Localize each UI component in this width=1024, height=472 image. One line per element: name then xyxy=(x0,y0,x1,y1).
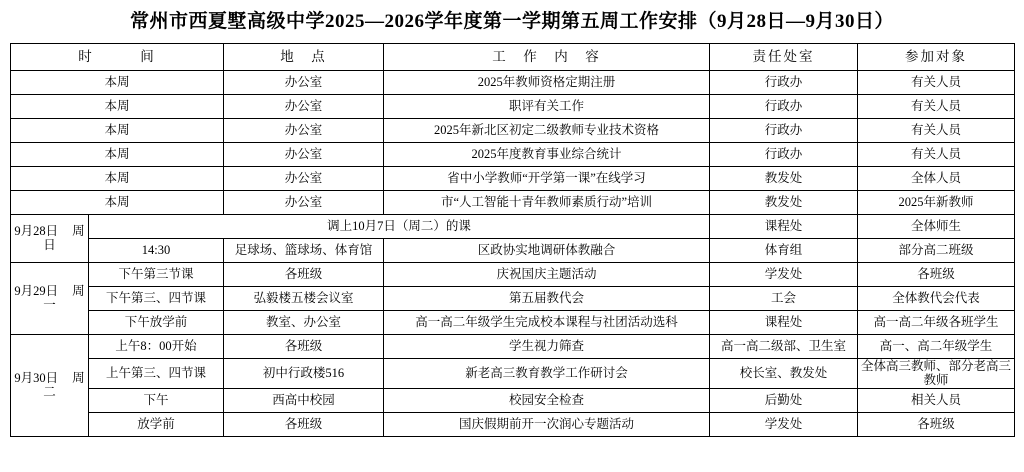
row-timeslot: 下午第三、四节课 xyxy=(89,286,224,310)
document-page xyxy=(0,10,1024,472)
row-dept: 行政办 xyxy=(710,142,858,166)
row-time-weekly: 本周 xyxy=(11,94,224,118)
row-date-0929 xyxy=(11,262,89,334)
row-target: 有关人员 xyxy=(858,94,1015,118)
row-dept: 后勤处 xyxy=(710,388,858,412)
row-dept: 学发处 xyxy=(710,412,858,436)
row-content: 职评有关工作 xyxy=(384,94,710,118)
date-text: 9月30日 xyxy=(14,370,59,385)
table-row xyxy=(11,262,1015,286)
row-date-0930 xyxy=(11,334,89,436)
row-time-weekly: 本周 xyxy=(11,70,224,94)
table-body xyxy=(11,70,1015,436)
weekday-text: 周日 xyxy=(43,223,85,253)
row-time-weekly: 本周 xyxy=(11,118,224,142)
column-header-target: 参加对象 xyxy=(858,43,1015,70)
row-content: 市“人工智能十青年教师素质行动”培训 xyxy=(384,190,710,214)
row-place: 西高中校园 xyxy=(224,388,384,412)
table-row xyxy=(11,190,1015,214)
table-row xyxy=(11,94,1015,118)
row-content: 2025年教师资格定期注册 xyxy=(384,70,710,94)
row-dept: 学发处 xyxy=(710,262,858,286)
row-dept: 体育组 xyxy=(710,238,858,262)
row-content: 2025年度教育事业综合统计 xyxy=(384,142,710,166)
date-text: 9月28日 xyxy=(14,223,59,238)
row-target: 有关人员 xyxy=(858,142,1015,166)
row-target: 各班级 xyxy=(858,262,1015,286)
table-row xyxy=(11,70,1015,94)
table-row xyxy=(11,388,1015,412)
row-content: 庆祝国庆主题活动 xyxy=(384,262,710,286)
table-header-row xyxy=(11,43,1015,70)
row-timeslot: 下午放学前 xyxy=(89,310,224,334)
row-place: 各班级 xyxy=(224,412,384,436)
row-time-weekly: 本周 xyxy=(11,190,224,214)
row-content: 区政协实地调研体教融合 xyxy=(384,238,710,262)
row-target: 各班级 xyxy=(858,412,1015,436)
row-content: 学生视力筛查 xyxy=(384,334,710,358)
weekday-text: 周一 xyxy=(43,283,85,313)
row-dept: 教发处 xyxy=(710,166,858,190)
row-place: 办公室 xyxy=(224,118,384,142)
table-row xyxy=(11,334,1015,358)
row-content: 2025年新北区初定二级教师专业技术资格 xyxy=(384,118,710,142)
row-place: 教室、办公室 xyxy=(224,310,384,334)
row-place: 各班级 xyxy=(224,262,384,286)
row-dept: 高一高二级部、卫生室 xyxy=(710,334,858,358)
date-text: 9月29日 xyxy=(14,283,59,298)
row-timeslot: 下午 xyxy=(89,388,224,412)
table-row xyxy=(11,310,1015,334)
row-target: 全体人员 xyxy=(858,166,1015,190)
row-place: 弘毅楼五楼会议室 xyxy=(224,286,384,310)
row-timeslot: 放学前 xyxy=(89,412,224,436)
column-header-place: 地 点 xyxy=(224,43,384,70)
table-row xyxy=(11,214,1015,238)
row-content: 高一高二年级学生完成校本课程与社团活动选科 xyxy=(384,310,710,334)
row-date-0928 xyxy=(11,214,89,262)
row-content: 校园安全检查 xyxy=(384,388,710,412)
row-target: 相关人员 xyxy=(858,388,1015,412)
row-content: 省中小学教师“开学第一课”在线学习 xyxy=(384,166,710,190)
row-target: 2025年新教师 xyxy=(858,190,1015,214)
row-target: 部分高二班级 xyxy=(858,238,1015,262)
schedule-table xyxy=(10,43,1015,437)
row-target: 全体高三教师、部分老高三教师 xyxy=(858,358,1015,388)
row-target: 高一高二年级各班学生 xyxy=(858,310,1015,334)
weekday-text: 周二 xyxy=(43,370,85,400)
row-place: 初中行政楼516 xyxy=(224,358,384,388)
table-row xyxy=(11,118,1015,142)
row-dept: 教发处 xyxy=(710,190,858,214)
row-place: 足球场、篮球场、体育馆 xyxy=(224,238,384,262)
row-place: 办公室 xyxy=(224,166,384,190)
row-timeslot: 下午第三节课 xyxy=(89,262,224,286)
row-dept: 校长室、教发处 xyxy=(710,358,858,388)
table-row xyxy=(11,358,1015,388)
row-dept: 课程处 xyxy=(710,310,858,334)
table-row xyxy=(11,286,1015,310)
row-dept: 行政办 xyxy=(710,118,858,142)
row-place: 办公室 xyxy=(224,190,384,214)
row-target: 全体教代会代表 xyxy=(858,286,1015,310)
column-header-dept: 责任处室 xyxy=(710,43,858,70)
row-dept: 课程处 xyxy=(710,214,858,238)
table-row xyxy=(11,166,1015,190)
row-timeslot: 上午8：00开始 xyxy=(89,334,224,358)
row-target: 有关人员 xyxy=(858,118,1015,142)
column-header-time: 时 间 xyxy=(11,43,224,70)
row-dept: 工会 xyxy=(710,286,858,310)
row-content: 调上10月7日（周二）的课 xyxy=(89,214,710,238)
row-dept: 行政办 xyxy=(710,70,858,94)
row-place: 各班级 xyxy=(224,334,384,358)
row-time-weekly: 本周 xyxy=(11,142,224,166)
row-place: 办公室 xyxy=(224,142,384,166)
table-row xyxy=(11,412,1015,436)
row-timeslot: 14:30 xyxy=(89,238,224,262)
row-dept: 行政办 xyxy=(710,94,858,118)
row-content: 国庆假期前开一次润心专题活动 xyxy=(384,412,710,436)
row-target: 全体师生 xyxy=(858,214,1015,238)
row-content: 新老高三教育教学工作研讨会 xyxy=(384,358,710,388)
table-header xyxy=(11,43,1015,70)
row-place: 办公室 xyxy=(224,94,384,118)
table-row xyxy=(11,142,1015,166)
row-content: 第五届教代会 xyxy=(384,286,710,310)
page-title: 常州市西夏墅高级中学2025—2026学年度第一学期第五周工作安排（9月28日—9月30日） xyxy=(129,11,894,32)
row-time-weekly: 本周 xyxy=(11,166,224,190)
table-row xyxy=(11,238,1015,262)
row-place: 办公室 xyxy=(224,70,384,94)
column-header-content: 工 作 内 容 xyxy=(384,43,710,70)
row-target: 有关人员 xyxy=(858,70,1015,94)
row-target: 高一、高二年级学生 xyxy=(858,334,1015,358)
row-timeslot: 上午第三、四节课 xyxy=(89,358,224,388)
